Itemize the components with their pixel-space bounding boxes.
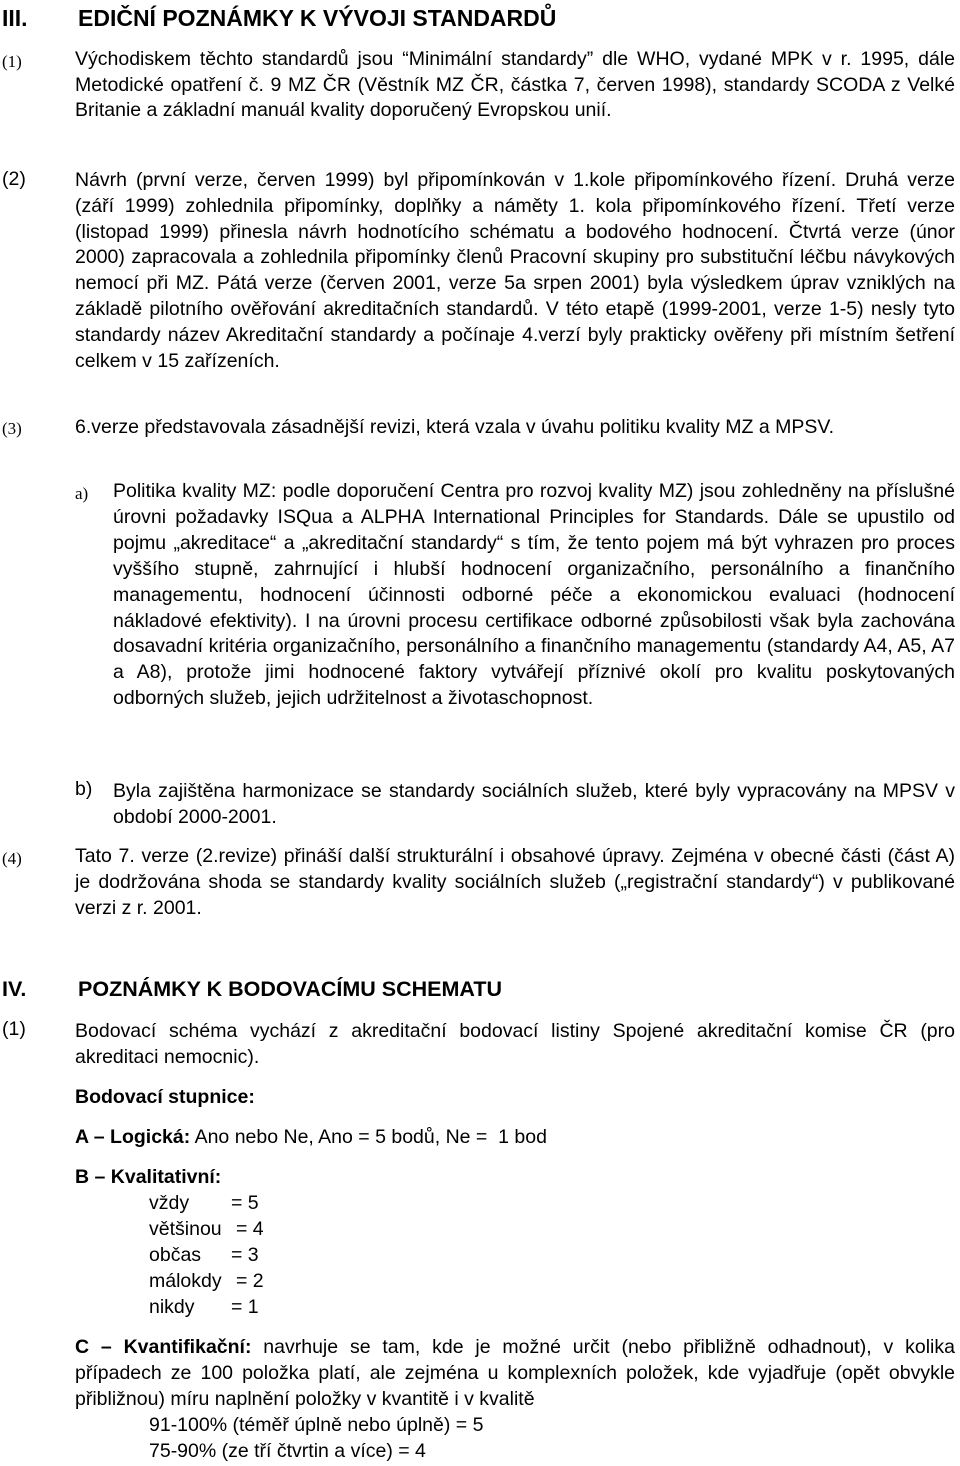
sub-item-a-text: Politika kvality MZ: podle doporučení Centra pro rozvoj kvality MZ) jsou zohledněny na příslušné úrovni požadavky ISQua a ALPHA International Principles for Standards. Dále se upustilo od pojmu „akreditace“ a „akreditační standardy“ s tím, že tento pojem má být vyhrazen pro proces vyššího stupně, zahrnující i hlubší hodnocení organizačního, personálního a finančního managementu, hodnocení účinnosti odborné péče a ekonomickou evaluaci (hodnocení nákladové efektivity). I na úrovni procesu certifikace odborné způsobilosti však byla zachována dosavadní kritéria organizačního, personálního a finančního managementu (standardy A4, A5, A7 a A8), protože jimi hodnocené faktory vytvářejí příznivé okolí pro kvalitu poskytovaných odborných služeb, jejich udržitelnost a životaschopnost.	[113, 480, 955, 710]
scale-a-text: Ano nebo Ne, Ano = 5 bodů, Ne = 1 bod	[190, 1126, 547, 1148]
scale-b-row-label: vždy	[149, 1192, 190, 1214]
section-iv-number: IV.	[2, 977, 27, 1001]
section-iii-number: III.	[2, 5, 28, 31]
sub-item-b-letter: b)	[75, 778, 93, 800]
scale-c-row: 91-100% (téměř úplně nebo úplně) = 5	[149, 1414, 484, 1436]
item-3-4-text: Tato 7. verze (2.revize) přináší další strukturální i obsahové úpravy. Zejména v obecné části (část A) je dodržována shoda se standardy kvality sociálních služeb („registrační standardy“) v publikované verzi z r. 2001.	[75, 845, 955, 920]
section-iii-heading	[0, 5, 960, 35]
scale-b-row-label: málokdy	[149, 1270, 222, 1292]
scale-b-row-label: občas	[149, 1244, 202, 1266]
item-4-1-text: Bodovací schéma vychází z akreditační bodovací listiny Spojené akreditační komise ČR (pro akreditaci nemocnic).	[75, 1020, 955, 1068]
scale-a-label: A – Logická:	[75, 1126, 191, 1148]
scale-b-row-value: = 3	[231, 1244, 259, 1266]
scale-heading: Bodovací stupnice:	[75, 1086, 255, 1108]
item-3-4-number: (4)	[2, 849, 22, 868]
scale-b-row-value: = 2	[236, 1270, 264, 1292]
item-3-3-number: (3)	[2, 419, 22, 438]
sub-item-a-letter: a)	[75, 484, 89, 503]
scale-b-row-value: = 1	[231, 1296, 259, 1318]
section-iv-title: POZNÁMKY K BODOVACÍMU SCHEMATU	[78, 977, 503, 1001]
item-4-1-number: (1)	[2, 1018, 26, 1040]
scale-c	[75, 1334, 955, 1412]
section-iv-heading	[0, 977, 960, 1007]
item-3-1-number: (1)	[2, 52, 22, 71]
scale-a	[75, 1124, 547, 1150]
sub-item-b-text: Byla zajištěna harmonizace se standardy sociálních služeb, které byly vypracovány na MPSV v období 2000-2001.	[113, 780, 955, 828]
scale-b-row-value: = 5	[231, 1192, 259, 1214]
item-3-2-number: (2)	[2, 168, 26, 190]
scale-b-row-label: nikdy	[149, 1296, 195, 1318]
scale-c-text: navrhuje se tam, kde je možné určit (nebo přibližně odhadnout), v kolika případech ze 100 položka platí, ale zejména u komplexních položek, kde vyjadřuje (opět obvykle přibližnou) míru naplnění položky v kvantitě i v kvalitě	[75, 1336, 955, 1410]
scale-b-row-value: = 4	[236, 1218, 264, 1240]
item-3-3-text: 6.verze představovala zásadnější revizi, která vzala v úvahu politiku kvality MZ a MPSV.	[75, 416, 835, 438]
scale-b-label: B – Kvalitativní:	[75, 1166, 222, 1188]
scale-c-row: 75-90% (ze tří čtvrtin a více) = 4	[149, 1440, 426, 1462]
item-3-1-text: Východiskem těchto standardů jsou “Minimální standardy” dle WHO, vydané MPK v r. 1995, dále Metodické opatření č. 9 MZ ČR (Věstník MZ ČR, částka 7, červen 1998), standardy SCODA z Velké Britanie a základní manuál kvality doporučený Evropskou unií.	[75, 48, 955, 121]
item-3-2-text: Návrh (první verze, červen 1999) byl připomínkován v 1.kole připomínkového řízení. Druhá verze (září 1999) zohlednila připomínky, doplňky a náměty 1. kola připomínkového řízení. Třetí verze (listopad 1999) přinesla návrh hodnotícího schématu a bodového hodnocení. Čtvrtá verze (únor 2000) zapracovala a zohlednila připomínky členů Pracovní skupiny pro substituční léčbu návykových nemocí při MZ. Pátá verze (červen 2001, verze 5a srpen 2001) byla výsledkem úprav vzniklých na základě pilotního ověřování akreditačních standardů. V této etapě (1999-2001, verze 1-5) nesly tyto standardy název Akreditační standardy a počínaje 4.verzí byly prakticky ověřeny při místním šetření celkem v 15 zařízeních.	[75, 169, 955, 372]
scale-b-row-label: většinou	[149, 1218, 222, 1240]
scale-c-label: C – Kvantifikační:	[75, 1336, 252, 1358]
section-iii-title: EDIČNÍ POZNÁMKY K VÝVOJI STANDARDŮ	[78, 5, 557, 31]
